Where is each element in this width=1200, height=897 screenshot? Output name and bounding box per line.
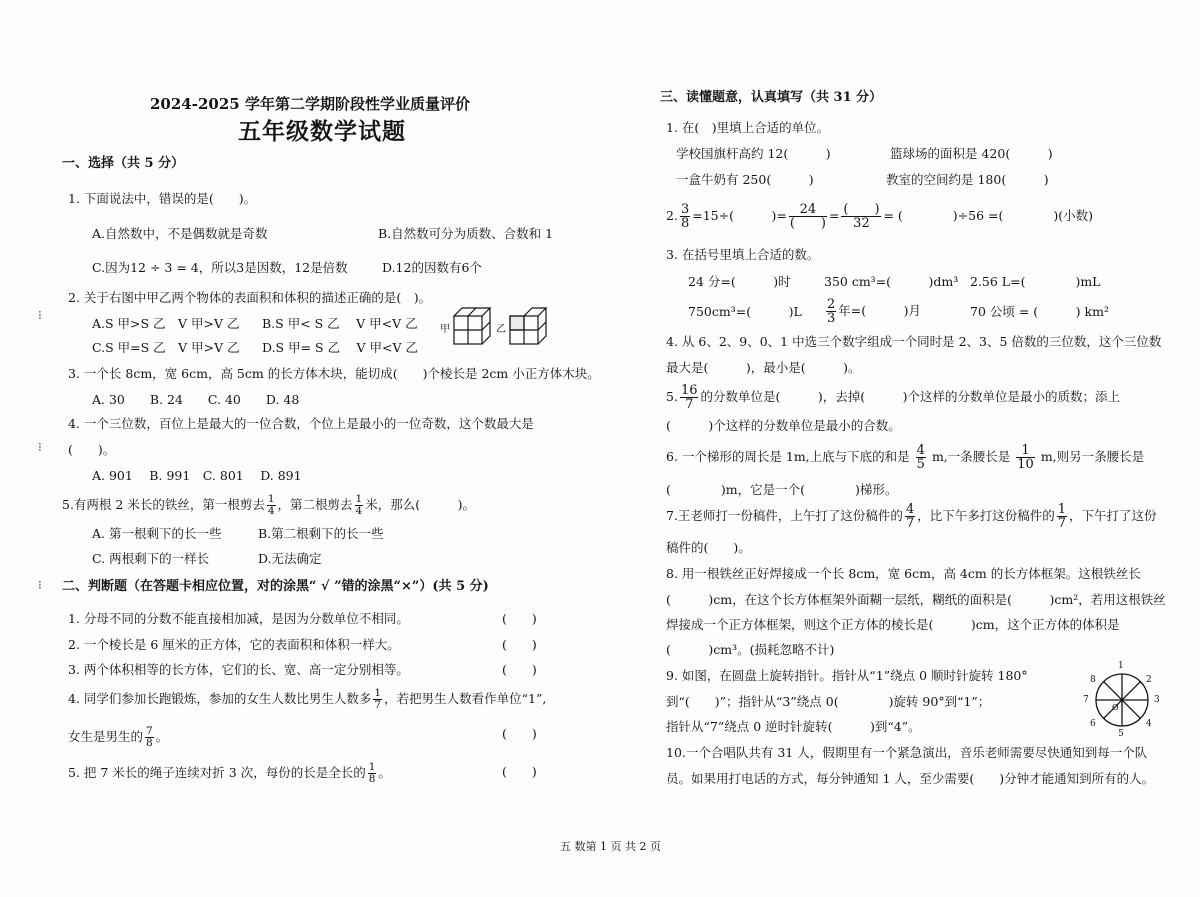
r9-line2: 到“( )”；指针从“3”绕点 0( )旋转 90°到“1”； bbox=[666, 694, 991, 709]
q5-text-mid: ，第二根剪去 bbox=[277, 497, 353, 512]
r8-line4: ( )cm³。(损耗忽略不计) bbox=[666, 642, 835, 657]
r6-line1 bbox=[666, 444, 1144, 471]
q1-option-a: A.自然数中，不是偶数就是奇数 bbox=[92, 226, 268, 241]
r6-fraction-2 bbox=[1016, 444, 1035, 471]
judge-1-paren: ( ) bbox=[502, 611, 537, 626]
r3-item-b: 350 cm³=( )dm³ bbox=[824, 274, 959, 289]
r8-line1: 8. 用一根铁丝正好焊接成一个长 8cm，宽 6cm，高 4cm 的长方体框架。这根铁丝长 bbox=[666, 566, 1141, 581]
q1-option-c: C.因为12 ÷ 3 = 4，所以3是因数，12是倍数 bbox=[92, 260, 348, 275]
r2-fraction-3 bbox=[841, 203, 881, 230]
r3-e-fraction bbox=[826, 298, 836, 325]
r3-e-text: 年=( )月 bbox=[838, 303, 922, 318]
cube-jia-drawing bbox=[452, 306, 492, 346]
judge-3-paren: ( ) bbox=[502, 662, 537, 677]
q5-option-c: C. 两根剩下的一样长 bbox=[92, 551, 210, 566]
dial-num-4: 4 bbox=[1146, 719, 1152, 729]
r1-item-c: 一盒牛奶有 250( ) bbox=[676, 172, 814, 187]
r2-label: 2. bbox=[666, 208, 678, 223]
q5-option-d: D.无法确定 bbox=[258, 551, 322, 566]
r5-frac-den: 7 bbox=[685, 397, 694, 412]
q5-fraction-1 bbox=[267, 494, 276, 517]
judge-4-text-post: ，若把男生人数看作单位“1”, bbox=[384, 691, 547, 706]
judge-4-frac2-num: 7 bbox=[146, 725, 153, 737]
dial-num-3: 3 bbox=[1154, 695, 1160, 705]
r2-text-2: = bbox=[828, 208, 840, 223]
r9-line1: 9. 如图，在圆盘上旋转指针。指针从“1”绕点 0 顺时针旋转 180° bbox=[666, 668, 1028, 683]
r5-fraction bbox=[680, 384, 699, 411]
r4-line1: 4. 从 6、2、9、0、1 中选三个数字组成一个同时是 2、3、5 倍数的三位数，这个三位数 bbox=[666, 334, 1162, 349]
judge-4-line2-post: 。 bbox=[155, 729, 169, 744]
q3-options: A. 30 B. 24 C. 40 D. 48 bbox=[92, 392, 300, 407]
r7-text-post: ，下午打了这份 bbox=[1069, 508, 1157, 523]
margin-mark: ⁝ bbox=[38, 308, 42, 322]
dial-center-label: O bbox=[1112, 703, 1119, 712]
judge-5-text-pre: 5. 把 7 米长的绳子连续对折 3 次，每份的长是全长的 bbox=[68, 765, 366, 780]
r6-frac2-den: 10 bbox=[1017, 457, 1034, 472]
dial-num-1: 1 bbox=[1118, 661, 1124, 671]
dial-figure bbox=[1080, 662, 1164, 738]
q1-option-b: B.自然数可分为质数、合数和 1 bbox=[378, 226, 554, 241]
r7-line1 bbox=[666, 503, 1157, 530]
section2-title: 二、判断题（在答题卡相应位置，对的涂黑“ √ ”错的涂黑“×”）(共 5 分) bbox=[62, 579, 489, 594]
judge-4-fraction-2 bbox=[145, 726, 154, 749]
r3-item-f: 70 公顷 = ( ) km² bbox=[970, 304, 1109, 319]
r8-line3: 焊接成一个正方体框架，则这个正方体的棱长是( )cm，这个正方体的体积是 bbox=[666, 617, 1120, 632]
r7-frac2-num: 1 bbox=[1057, 502, 1067, 517]
judge-5-text-post: 。 bbox=[378, 765, 391, 780]
dial-num-6: 6 bbox=[1090, 719, 1096, 729]
exam-header-line1: 2024-2025 学年第二学期阶段性学业质量评价 bbox=[150, 95, 470, 113]
r1-item-d: 教室的空间约是 180( ) bbox=[886, 172, 1049, 187]
q2-option-b: B.S 甲< S 乙 V 甲<V 乙 bbox=[262, 316, 418, 331]
q2-option-d: D.S 甲= S 乙 V 甲<V 乙 bbox=[262, 340, 419, 355]
q1-option-d: D.12的因数有6个 bbox=[382, 260, 482, 275]
judge-2-paren: ( ) bbox=[502, 637, 537, 652]
q5-frac2-den: 4 bbox=[355, 505, 363, 517]
q5-frac1-num: 1 bbox=[267, 493, 275, 505]
r3-item-c: 2.56 L=( )mL bbox=[970, 274, 1101, 289]
r7-line2: 稿件的( )。 bbox=[666, 540, 751, 555]
r6-fraction-1 bbox=[916, 444, 926, 471]
r7-frac2-den: 7 bbox=[1057, 516, 1067, 531]
r2-fraction-1 bbox=[680, 203, 690, 230]
r6-frac1-den: 5 bbox=[916, 457, 925, 472]
judge-4-line2 bbox=[68, 726, 168, 749]
r6-frac1-num: 4 bbox=[916, 443, 925, 458]
r7-text-mid: ，比下午多打这份稿件的 bbox=[917, 508, 1055, 523]
q4-stem: 4. 一个三位数，百位上是最大的一位合数，个位上是最小的一位奇数，这个数最大是 bbox=[68, 416, 534, 431]
r5-line2: ( )个这样的分数单位是最小的合数。 bbox=[666, 418, 901, 433]
judge-5-fraction bbox=[368, 762, 377, 785]
q4-paren: ( )。 bbox=[68, 442, 116, 457]
exam-title: 五年级数学试题 bbox=[238, 118, 406, 145]
margin-mark: ⁝ bbox=[38, 578, 42, 592]
dial-num-7: 7 bbox=[1083, 695, 1089, 705]
q2-stem: 2. 关于右图中甲乙两个物体的表面积和体积的描述正确的是( )。 bbox=[68, 290, 432, 305]
r2-frac1-den: 8 bbox=[680, 216, 690, 231]
q5-frac2-num: 1 bbox=[355, 493, 363, 505]
r6-text-mid: m,一条腰长是 bbox=[931, 449, 1011, 464]
r6-frac2-num: 1 bbox=[1016, 444, 1035, 458]
r1-item-b: 篮球场的面积是 420( ) bbox=[890, 146, 1053, 161]
judge-4-paren: ( ) bbox=[502, 726, 537, 741]
r7-text-pre: 7.王老师打一份稿件，上午打了这份稿件的 bbox=[666, 508, 903, 523]
r8-line2: ( )cm，在这个长方体框架外面糊一层纸，糊纸的面积是( )cm²，若用这根铁丝 bbox=[666, 592, 1166, 607]
r2-frac3-num: ( ) bbox=[843, 202, 880, 217]
q3-stem: 3. 一个长 8cm，宽 6cm，高 5cm 的长方体木块，能切成( )个棱长是 2cm 小正方体木块。 bbox=[68, 366, 600, 381]
q5-option-a: A. 第一根剩下的长一些 bbox=[92, 526, 222, 541]
q5-option-b: B.第二根剩下的长一些 bbox=[258, 526, 384, 541]
r2-frac2-num: 24 bbox=[789, 203, 827, 217]
r1-item-a: 学校国旗杆高约 12( ) bbox=[676, 146, 831, 161]
r5-label: 5. bbox=[666, 389, 678, 404]
r2-equation bbox=[666, 203, 1093, 230]
r3-item-e bbox=[824, 298, 921, 325]
q1-stem: 1. 下面说法中，错误的是( )。 bbox=[68, 191, 257, 206]
r7-fraction-1 bbox=[905, 503, 915, 530]
r3-e-num: 2 bbox=[827, 297, 836, 312]
page-footer: 五 数第 1 页 共 2 页 bbox=[560, 840, 661, 853]
cube-jia-label: 甲 bbox=[440, 324, 450, 335]
r5-line1 bbox=[666, 384, 1120, 411]
judge-4-frac2-den: 8 bbox=[146, 737, 153, 749]
q5-text-pre: 5.有两根 2 米长的铁丝，第一根剪去 bbox=[62, 497, 265, 512]
q5-fraction-2 bbox=[355, 494, 364, 517]
q5-text-post: 米，那么( )。 bbox=[365, 497, 475, 512]
judge-4-fraction-1 bbox=[373, 688, 382, 711]
r2-text-3: = ( )÷56 =( )(小数) bbox=[883, 208, 1093, 223]
cube-yi-drawing bbox=[508, 306, 550, 346]
r2-frac3-den: 32 bbox=[853, 216, 870, 231]
dial-num-8: 8 bbox=[1090, 675, 1096, 685]
judge-4-text-pre: 4. 同学们参加长跑锻炼，参加的女生人数比男生人数多 bbox=[68, 691, 372, 706]
r5-frac-num: 16 bbox=[680, 383, 698, 398]
judge-4-frac1-num: 1 bbox=[374, 687, 382, 699]
r6-text-pre: 6. 一个梯形的周长是 1m,上底与下底的和是 bbox=[666, 449, 910, 464]
cube-yi-label: 乙 bbox=[496, 324, 506, 335]
margin-mark: ⁝ bbox=[38, 440, 42, 454]
judge-2: 2. 一个棱长是 6 厘米的正方体，它的表面积和体积一样大。 bbox=[68, 637, 400, 652]
judge-4-line1 bbox=[68, 688, 546, 711]
r2-frac1-num: 3 bbox=[680, 202, 690, 217]
section1-title: 一、选择（共 5 分） bbox=[62, 156, 185, 171]
judge-3: 3. 两个体积相等的长方体，它们的长、宽、高一定分别相等。 bbox=[68, 662, 409, 677]
judge-1: 1. 分母不同的分数不能直接相加减，是因为分数单位不相同。 bbox=[68, 611, 409, 626]
cubes-figure bbox=[440, 306, 560, 350]
q2-option-c: C.S 甲=S 乙 V 甲>V 乙 bbox=[92, 340, 240, 355]
judge-4-line2-pre: 女生是男生的 bbox=[68, 729, 144, 744]
r7-frac1-num: 4 bbox=[905, 502, 915, 517]
r3-stem: 3. 在括号里填上合适的数。 bbox=[666, 247, 820, 262]
r3-item-a: 24 分=( )时 bbox=[688, 274, 791, 289]
q4-options: A. 901 B. 991 C. 801 D. 891 bbox=[92, 468, 302, 483]
r6-line2: ( )m，它是一个( )梯形。 bbox=[666, 482, 898, 497]
q2-option-a: A.S 甲>S 乙 V 甲>V 乙 bbox=[92, 316, 240, 331]
judge-4-frac1-den: 7 bbox=[374, 699, 382, 711]
q5-frac1-den: 4 bbox=[267, 505, 275, 517]
judge-5 bbox=[68, 762, 391, 785]
r4-line2: 最大是( )，最小是( )。 bbox=[666, 360, 861, 375]
r1-stem: 1. 在( )里填上合适的单位。 bbox=[666, 120, 830, 135]
r3-item-d: 750cm³=( )L bbox=[688, 304, 802, 319]
r7-frac1-den: 7 bbox=[905, 516, 915, 531]
r10-line1: 10.一个合唱队共有 31 人，假期里有一个紧急演出，音乐老师需要尽快通知到每一个队 bbox=[666, 745, 1148, 760]
dial-num-5: 5 bbox=[1118, 729, 1124, 739]
r2-text-1: =15÷( )= bbox=[692, 208, 787, 223]
judge-5-frac-num: 1 bbox=[368, 761, 376, 773]
r10-line2: 员。如果用打电话的方式，每分钟通知 1 人，至少需要( )分钟才能通知到所有的人。 bbox=[666, 771, 1155, 786]
judge-5-frac-den: 8 bbox=[368, 773, 376, 785]
dial-num-2: 2 bbox=[1146, 675, 1152, 685]
r2-fraction-2 bbox=[789, 203, 827, 230]
r9-line3: 指针从“7”绕点 0 逆时针旋转( )到“4”。 bbox=[666, 719, 921, 734]
q5-stem bbox=[62, 494, 475, 517]
judge-5-paren: ( ) bbox=[502, 764, 537, 779]
r7-fraction-2 bbox=[1057, 503, 1067, 530]
section3-title: 三、读懂题意，认真填写（共 31 分） bbox=[660, 90, 883, 105]
r3-e-den: 3 bbox=[827, 311, 836, 326]
r6-text-post: m,则另一条腰长是 bbox=[1040, 449, 1145, 464]
r5-text: 的分数单位是( )，去掉( )个这样的分数单位是最小的质数；添上 bbox=[700, 389, 1120, 404]
r2-frac2-den: ( ) bbox=[789, 216, 826, 231]
